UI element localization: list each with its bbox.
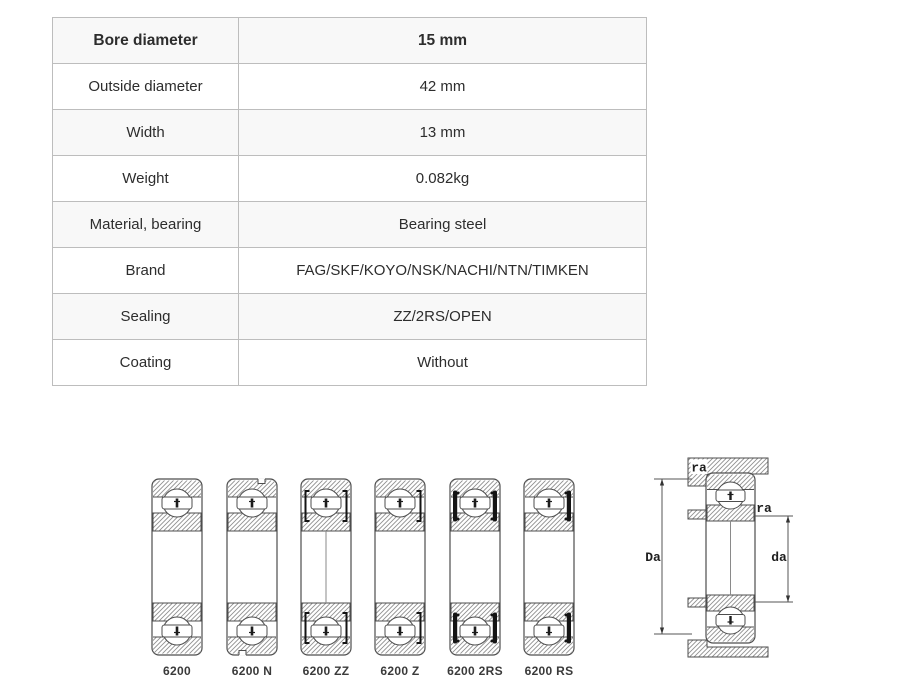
bearing-figure-single-shield [363, 477, 437, 678]
spec-value: 0.082kg [239, 156, 647, 202]
bearing-cross-section-zz-icon [299, 477, 353, 657]
ra-inner-label: ra [756, 501, 772, 516]
bearing-cross-section-z-icon [373, 477, 427, 657]
spec-label: Coating [53, 340, 239, 386]
spec-label: Material, bearing [53, 202, 239, 248]
mounting-dimensions-diagram [640, 450, 800, 662]
ra-outer-label: ra [691, 460, 707, 476]
bearing-cross-section-open-icon [150, 477, 204, 657]
bearing-label: 6200 2RS [447, 664, 503, 678]
bearing-label: 6200 [163, 664, 191, 678]
shaft-diameter-label: da [771, 550, 787, 565]
bearing-figure-double-seal [438, 477, 512, 678]
bearing-label: 6200 ZZ [302, 664, 350, 678]
spec-label: Weight [53, 156, 239, 202]
bearing-cross-section-2rs-icon [448, 477, 502, 657]
bearing-figure-single-seal [512, 477, 586, 678]
spec-label: Brand [53, 248, 239, 294]
spec-value: Without [239, 340, 647, 386]
bearing-label: 6200 RS [524, 664, 574, 678]
housing-diameter-label: Da [645, 550, 661, 565]
bearing-label: 6200 N [231, 664, 273, 678]
spec-label: Bore diameter [53, 18, 239, 64]
bearing-label: 6200 Z [380, 664, 420, 678]
spec-value: FAG/SKF/KOYO/NSK/NACHI/NTN/TIMKEN [239, 248, 647, 294]
bearing-figure-open [140, 477, 214, 678]
spec-value: ZZ/2RS/OPEN [239, 294, 647, 340]
bearing-figure-double-shield [289, 477, 363, 678]
bearing-cross-section-rs-icon [522, 477, 576, 657]
spec-label: Outside diameter [53, 64, 239, 110]
spec-label: Width [53, 110, 239, 156]
spec-value: 13 mm [239, 110, 647, 156]
spec-value: Bearing steel [239, 202, 647, 248]
bearing-figure-snap-ring [215, 477, 289, 678]
spec-label: Sealing [53, 294, 239, 340]
spec-value: 15 mm [239, 18, 647, 64]
bearing-cross-section-snap-ring-icon [225, 477, 279, 657]
spec-value: 42 mm [239, 64, 647, 110]
